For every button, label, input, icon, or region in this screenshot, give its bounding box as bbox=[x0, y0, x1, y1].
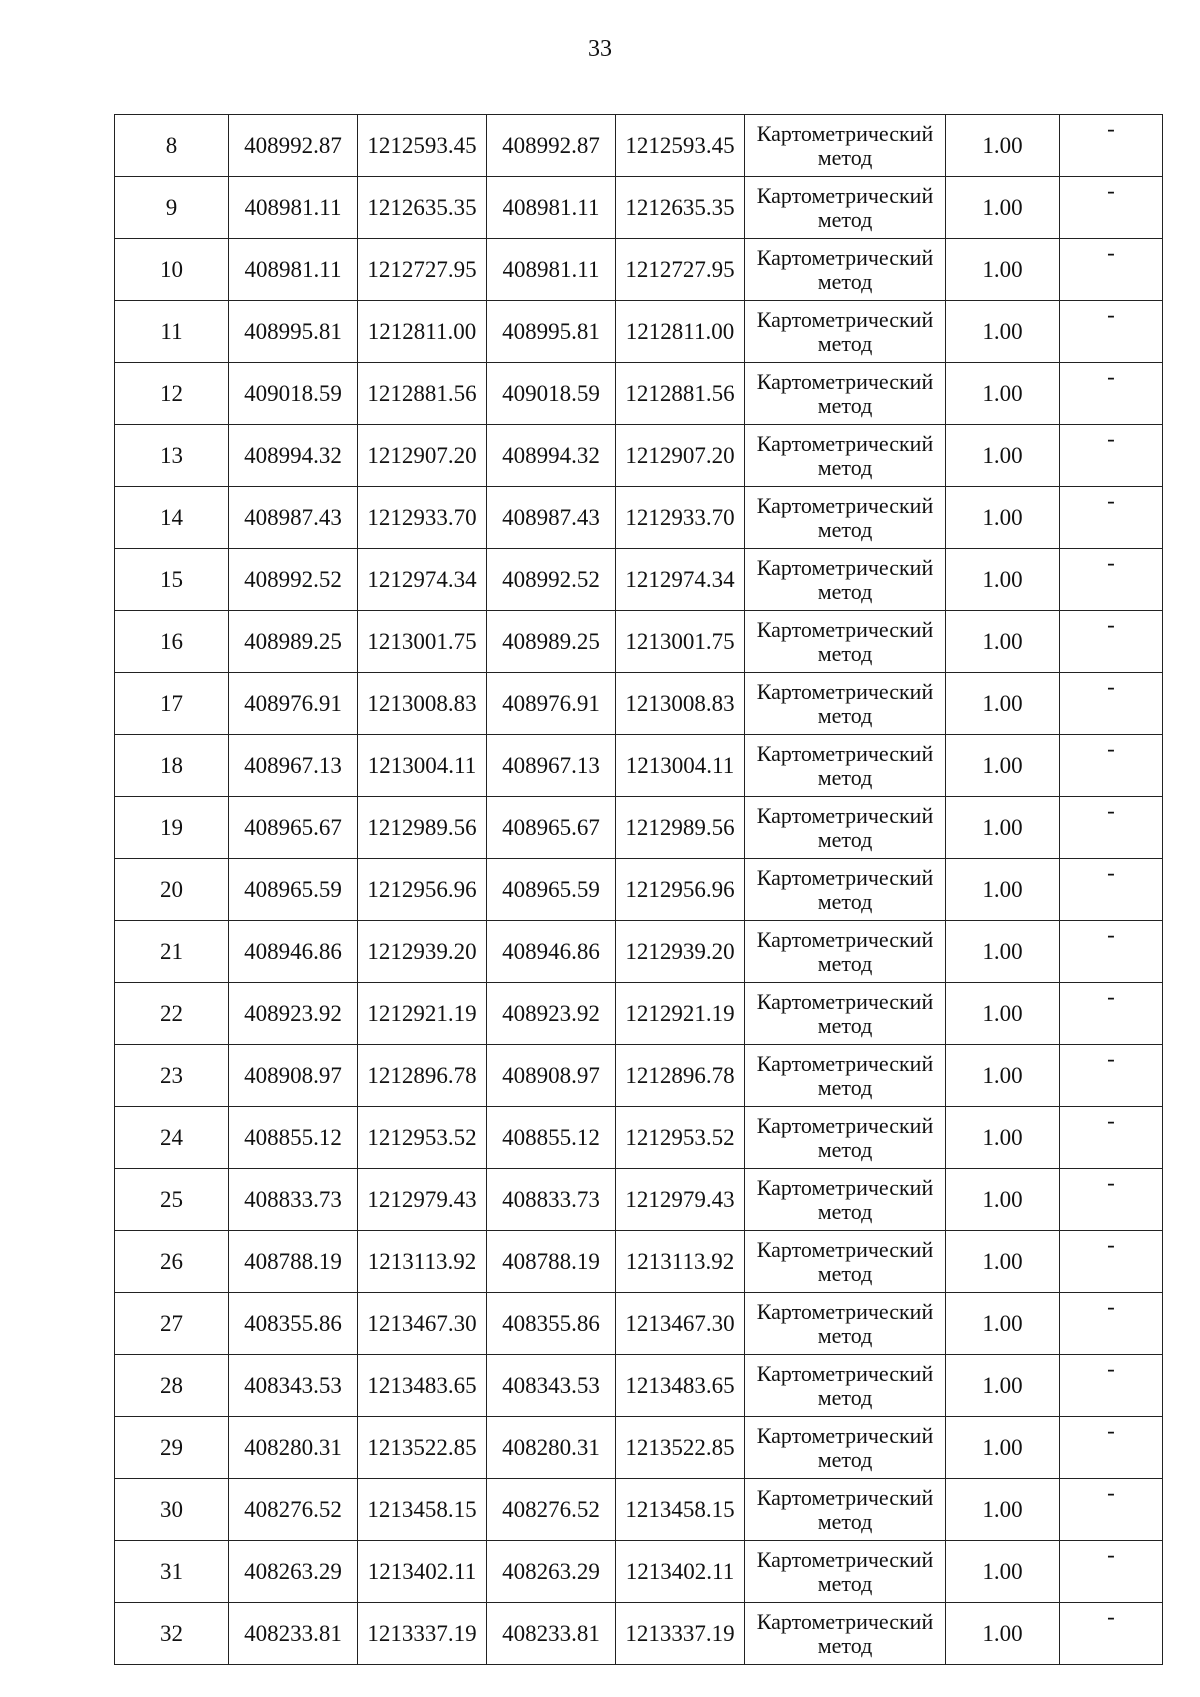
table-row bbox=[115, 1045, 1163, 1107]
table-row bbox=[115, 1479, 1163, 1541]
y-coordinate-cell: 1212896.78 bbox=[616, 1045, 745, 1107]
accuracy-cell: 1.00 bbox=[946, 1355, 1060, 1417]
accuracy-cell: 1.00 bbox=[946, 1417, 1060, 1479]
table-row bbox=[115, 549, 1163, 611]
method-label-line1: Картометрический bbox=[756, 988, 934, 1014]
x-coordinate-cell: 408967.13 bbox=[487, 735, 616, 797]
y-coordinate-cell: 1212979.43 bbox=[358, 1169, 487, 1231]
y-coordinate-cell: 1213113.92 bbox=[616, 1231, 745, 1293]
method-label-line1: Картометрический bbox=[756, 368, 934, 394]
y-coordinate-cell: 1212881.56 bbox=[358, 363, 487, 425]
y-coordinate-cell: 1213001.75 bbox=[358, 611, 487, 673]
x-coordinate-cell: 408987.43 bbox=[487, 487, 616, 549]
method-cell bbox=[745, 1293, 946, 1355]
y-coordinate-cell: 1213483.65 bbox=[358, 1355, 487, 1417]
table-row bbox=[115, 859, 1163, 921]
x-coordinate-cell: 408263.29 bbox=[229, 1541, 358, 1603]
method-label-line1: Картометрический bbox=[756, 1112, 934, 1138]
method-label-line2: метод bbox=[817, 950, 873, 976]
y-coordinate-cell: 1213467.30 bbox=[358, 1293, 487, 1355]
y-coordinate-cell: 1212896.78 bbox=[358, 1045, 487, 1107]
accuracy-cell: 1.00 bbox=[946, 1045, 1060, 1107]
note-cell: - bbox=[1060, 1355, 1163, 1417]
y-coordinate-cell: 1213337.19 bbox=[616, 1603, 745, 1665]
note-cell: - bbox=[1060, 1479, 1163, 1541]
table-row bbox=[115, 797, 1163, 859]
method-label-line2: метод bbox=[817, 640, 873, 666]
point-number-cell: 8 bbox=[115, 115, 229, 177]
y-coordinate-cell: 1213004.11 bbox=[616, 735, 745, 797]
accuracy-cell: 1.00 bbox=[946, 177, 1060, 239]
x-coordinate-cell: 408263.29 bbox=[487, 1541, 616, 1603]
y-coordinate-cell: 1212979.43 bbox=[616, 1169, 745, 1231]
method-cell bbox=[745, 425, 946, 487]
method-label-line2: метод bbox=[817, 888, 873, 914]
x-coordinate-cell: 408989.25 bbox=[487, 611, 616, 673]
method-cell bbox=[745, 549, 946, 611]
method-label-line2: метод bbox=[817, 764, 873, 790]
method-cell bbox=[745, 177, 946, 239]
point-number-cell: 29 bbox=[115, 1417, 229, 1479]
method-cell bbox=[745, 1355, 946, 1417]
method-cell bbox=[745, 1479, 946, 1541]
method-label-line1: Картометрический bbox=[756, 1608, 934, 1634]
method-cell bbox=[745, 487, 946, 549]
method-label-line1: Картометрический bbox=[756, 1050, 934, 1076]
method-cell bbox=[745, 1169, 946, 1231]
accuracy-cell: 1.00 bbox=[946, 1479, 1060, 1541]
accuracy-cell: 1.00 bbox=[946, 487, 1060, 549]
y-coordinate-cell: 1212727.95 bbox=[358, 239, 487, 301]
method-cell bbox=[745, 301, 946, 363]
x-coordinate-cell: 408994.32 bbox=[487, 425, 616, 487]
x-coordinate-cell: 408992.87 bbox=[487, 115, 616, 177]
method-label-line1: Картометрический bbox=[756, 740, 934, 766]
table-row bbox=[115, 1541, 1163, 1603]
y-coordinate-cell: 1212933.70 bbox=[358, 487, 487, 549]
method-label-line2: метод bbox=[817, 1632, 873, 1658]
y-coordinate-cell: 1213113.92 bbox=[358, 1231, 487, 1293]
method-cell bbox=[745, 115, 946, 177]
x-coordinate-cell: 408946.86 bbox=[229, 921, 358, 983]
accuracy-cell: 1.00 bbox=[946, 1231, 1060, 1293]
x-coordinate-cell: 408788.19 bbox=[229, 1231, 358, 1293]
y-coordinate-cell: 1212989.56 bbox=[358, 797, 487, 859]
x-coordinate-cell: 408981.11 bbox=[229, 239, 358, 301]
note-cell: - bbox=[1060, 425, 1163, 487]
x-coordinate-cell: 408946.86 bbox=[487, 921, 616, 983]
x-coordinate-cell: 408976.91 bbox=[229, 673, 358, 735]
y-coordinate-cell: 1213467.30 bbox=[616, 1293, 745, 1355]
method-label-line1: Картометрический bbox=[756, 616, 934, 642]
x-coordinate-cell: 408995.81 bbox=[487, 301, 616, 363]
y-coordinate-cell: 1212921.19 bbox=[616, 983, 745, 1045]
method-cell bbox=[745, 1603, 946, 1665]
point-number-cell: 15 bbox=[115, 549, 229, 611]
method-cell bbox=[745, 921, 946, 983]
y-coordinate-cell: 1212907.20 bbox=[358, 425, 487, 487]
x-coordinate-cell: 408276.52 bbox=[487, 1479, 616, 1541]
method-cell bbox=[745, 239, 946, 301]
table-row bbox=[115, 1107, 1163, 1169]
x-coordinate-cell: 408343.53 bbox=[487, 1355, 616, 1417]
x-coordinate-cell: 408994.32 bbox=[229, 425, 358, 487]
method-label-line1: Картометрический bbox=[756, 678, 934, 704]
x-coordinate-cell: 408965.67 bbox=[229, 797, 358, 859]
y-coordinate-cell: 1212727.95 bbox=[616, 239, 745, 301]
y-coordinate-cell: 1213522.85 bbox=[616, 1417, 745, 1479]
table-row bbox=[115, 611, 1163, 673]
note-cell: - bbox=[1060, 673, 1163, 735]
x-coordinate-cell: 408355.86 bbox=[229, 1293, 358, 1355]
x-coordinate-cell: 408276.52 bbox=[229, 1479, 358, 1541]
note-cell: - bbox=[1060, 859, 1163, 921]
x-coordinate-cell: 408855.12 bbox=[487, 1107, 616, 1169]
note-cell: - bbox=[1060, 921, 1163, 983]
coordinates-table bbox=[114, 114, 1163, 1665]
y-coordinate-cell: 1212939.20 bbox=[616, 921, 745, 983]
point-number-cell: 14 bbox=[115, 487, 229, 549]
point-number-cell: 10 bbox=[115, 239, 229, 301]
y-coordinate-cell: 1213522.85 bbox=[358, 1417, 487, 1479]
x-coordinate-cell: 408989.25 bbox=[229, 611, 358, 673]
x-coordinate-cell: 408981.11 bbox=[487, 177, 616, 239]
y-coordinate-cell: 1213458.15 bbox=[616, 1479, 745, 1541]
method-cell bbox=[745, 735, 946, 797]
y-coordinate-cell: 1213402.11 bbox=[616, 1541, 745, 1603]
method-label-line1: Картометрический bbox=[756, 802, 934, 828]
method-label-line1: Картометрический bbox=[756, 926, 934, 952]
y-coordinate-cell: 1212635.35 bbox=[358, 177, 487, 239]
table-row bbox=[115, 363, 1163, 425]
note-cell: - bbox=[1060, 301, 1163, 363]
method-cell bbox=[745, 363, 946, 425]
point-number-cell: 23 bbox=[115, 1045, 229, 1107]
point-number-cell: 11 bbox=[115, 301, 229, 363]
note-cell: - bbox=[1060, 1045, 1163, 1107]
x-coordinate-cell: 408280.31 bbox=[487, 1417, 616, 1479]
note-cell: - bbox=[1060, 363, 1163, 425]
method-label-line2: метод bbox=[817, 1508, 873, 1534]
method-label-line2: метод bbox=[817, 268, 873, 294]
note-cell: - bbox=[1060, 1169, 1163, 1231]
y-coordinate-cell: 1212933.70 bbox=[616, 487, 745, 549]
x-coordinate-cell: 408965.59 bbox=[487, 859, 616, 921]
table-row bbox=[115, 983, 1163, 1045]
note-cell: - bbox=[1060, 549, 1163, 611]
method-cell bbox=[745, 1417, 946, 1479]
y-coordinate-cell: 1212956.96 bbox=[616, 859, 745, 921]
accuracy-cell: 1.00 bbox=[946, 1107, 1060, 1169]
note-cell: - bbox=[1060, 797, 1163, 859]
method-cell bbox=[745, 1541, 946, 1603]
x-coordinate-cell: 408833.73 bbox=[229, 1169, 358, 1231]
note-cell: - bbox=[1060, 1603, 1163, 1665]
method-label-line2: метод bbox=[817, 330, 873, 356]
method-cell bbox=[745, 797, 946, 859]
method-cell bbox=[745, 859, 946, 921]
method-label-line1: Картометрический bbox=[756, 554, 934, 580]
method-label-line1: Картометрический bbox=[756, 306, 934, 332]
y-coordinate-cell: 1212921.19 bbox=[358, 983, 487, 1045]
table-row bbox=[115, 673, 1163, 735]
y-coordinate-cell: 1212956.96 bbox=[358, 859, 487, 921]
x-coordinate-cell: 408981.11 bbox=[229, 177, 358, 239]
y-coordinate-cell: 1213008.83 bbox=[616, 673, 745, 735]
y-coordinate-cell: 1212593.45 bbox=[358, 115, 487, 177]
method-label-line1: Картометрический bbox=[756, 1360, 934, 1386]
y-coordinate-cell: 1212881.56 bbox=[616, 363, 745, 425]
method-label-line1: Картометрический bbox=[756, 430, 934, 456]
method-cell bbox=[745, 673, 946, 735]
table-row bbox=[115, 1293, 1163, 1355]
point-number-cell: 26 bbox=[115, 1231, 229, 1293]
table-row bbox=[115, 177, 1163, 239]
y-coordinate-cell: 1213008.83 bbox=[358, 673, 487, 735]
note-cell: - bbox=[1060, 239, 1163, 301]
method-label-line2: метод bbox=[817, 578, 873, 604]
accuracy-cell: 1.00 bbox=[946, 301, 1060, 363]
method-label-line1: Картометрический bbox=[756, 1298, 934, 1324]
y-coordinate-cell: 1212939.20 bbox=[358, 921, 487, 983]
method-label-line2: метод bbox=[817, 206, 873, 232]
method-cell bbox=[745, 1231, 946, 1293]
point-number-cell: 13 bbox=[115, 425, 229, 487]
table-row bbox=[115, 1603, 1163, 1665]
x-coordinate-cell: 408908.97 bbox=[229, 1045, 358, 1107]
point-number-cell: 16 bbox=[115, 611, 229, 673]
method-label-line2: метод bbox=[817, 702, 873, 728]
method-label-line2: метод bbox=[817, 144, 873, 170]
point-number-cell: 9 bbox=[115, 177, 229, 239]
method-label-line1: Картометрический bbox=[756, 182, 934, 208]
method-label-line2: метод bbox=[817, 826, 873, 852]
method-label-line1: Картометрический bbox=[756, 1174, 934, 1200]
accuracy-cell: 1.00 bbox=[946, 797, 1060, 859]
point-number-cell: 21 bbox=[115, 921, 229, 983]
x-coordinate-cell: 408355.86 bbox=[487, 1293, 616, 1355]
x-coordinate-cell: 408992.52 bbox=[229, 549, 358, 611]
accuracy-cell: 1.00 bbox=[946, 1293, 1060, 1355]
method-label-line1: Картометрический bbox=[756, 864, 934, 890]
x-coordinate-cell: 408923.92 bbox=[229, 983, 358, 1045]
note-cell: - bbox=[1060, 115, 1163, 177]
table-row bbox=[115, 487, 1163, 549]
method-label-line2: метод bbox=[817, 1570, 873, 1596]
table-row bbox=[115, 425, 1163, 487]
y-coordinate-cell: 1213483.65 bbox=[616, 1355, 745, 1417]
accuracy-cell: 1.00 bbox=[946, 859, 1060, 921]
x-coordinate-cell: 408280.31 bbox=[229, 1417, 358, 1479]
y-coordinate-cell: 1212635.35 bbox=[616, 177, 745, 239]
method-label-line2: метод bbox=[817, 392, 873, 418]
point-number-cell: 27 bbox=[115, 1293, 229, 1355]
note-cell: - bbox=[1060, 177, 1163, 239]
method-label-line2: метод bbox=[817, 1198, 873, 1224]
table-body bbox=[115, 115, 1163, 1665]
page-number: 33 bbox=[588, 36, 612, 62]
accuracy-cell: 1.00 bbox=[946, 363, 1060, 425]
x-coordinate-cell: 408995.81 bbox=[229, 301, 358, 363]
x-coordinate-cell: 408981.11 bbox=[487, 239, 616, 301]
y-coordinate-cell: 1212907.20 bbox=[616, 425, 745, 487]
y-coordinate-cell: 1212811.00 bbox=[358, 301, 487, 363]
table-row bbox=[115, 1355, 1163, 1417]
x-coordinate-cell: 408855.12 bbox=[229, 1107, 358, 1169]
method-cell bbox=[745, 1107, 946, 1169]
x-coordinate-cell: 408976.91 bbox=[487, 673, 616, 735]
x-coordinate-cell: 408987.43 bbox=[229, 487, 358, 549]
table-row bbox=[115, 1417, 1163, 1479]
point-number-cell: 25 bbox=[115, 1169, 229, 1231]
x-coordinate-cell: 409018.59 bbox=[229, 363, 358, 425]
x-coordinate-cell: 408233.81 bbox=[229, 1603, 358, 1665]
accuracy-cell: 1.00 bbox=[946, 735, 1060, 797]
note-cell: - bbox=[1060, 1107, 1163, 1169]
point-number-cell: 28 bbox=[115, 1355, 229, 1417]
method-label-line2: метод bbox=[817, 1136, 873, 1162]
y-coordinate-cell: 1213337.19 bbox=[358, 1603, 487, 1665]
y-coordinate-cell: 1212974.34 bbox=[358, 549, 487, 611]
x-coordinate-cell: 408233.81 bbox=[487, 1603, 616, 1665]
table-row bbox=[115, 921, 1163, 983]
table-row bbox=[115, 1231, 1163, 1293]
method-cell bbox=[745, 1045, 946, 1107]
accuracy-cell: 1.00 bbox=[946, 921, 1060, 983]
point-number-cell: 17 bbox=[115, 673, 229, 735]
point-number-cell: 32 bbox=[115, 1603, 229, 1665]
y-coordinate-cell: 1213004.11 bbox=[358, 735, 487, 797]
method-label-line1: Картометрический bbox=[756, 1236, 934, 1262]
y-coordinate-cell: 1212989.56 bbox=[616, 797, 745, 859]
method-label-line1: Картометрический bbox=[756, 1546, 934, 1572]
accuracy-cell: 1.00 bbox=[946, 239, 1060, 301]
table-row bbox=[115, 1169, 1163, 1231]
method-cell bbox=[745, 611, 946, 673]
method-label-line1: Картометрический bbox=[756, 120, 934, 146]
method-label-line2: метод bbox=[817, 1012, 873, 1038]
note-cell: - bbox=[1060, 1541, 1163, 1603]
method-cell bbox=[745, 983, 946, 1045]
table-row bbox=[115, 239, 1163, 301]
x-coordinate-cell: 408965.67 bbox=[487, 797, 616, 859]
y-coordinate-cell: 1213001.75 bbox=[616, 611, 745, 673]
accuracy-cell: 1.00 bbox=[946, 1169, 1060, 1231]
accuracy-cell: 1.00 bbox=[946, 611, 1060, 673]
x-coordinate-cell: 408965.59 bbox=[229, 859, 358, 921]
accuracy-cell: 1.00 bbox=[946, 1603, 1060, 1665]
y-coordinate-cell: 1212593.45 bbox=[616, 115, 745, 177]
method-label-line2: метод bbox=[817, 1446, 873, 1472]
y-coordinate-cell: 1212974.34 bbox=[616, 549, 745, 611]
x-coordinate-cell: 408833.73 bbox=[487, 1169, 616, 1231]
y-coordinate-cell: 1212811.00 bbox=[616, 301, 745, 363]
accuracy-cell: 1.00 bbox=[946, 673, 1060, 735]
point-number-cell: 30 bbox=[115, 1479, 229, 1541]
note-cell: - bbox=[1060, 1231, 1163, 1293]
method-label-line1: Картометрический bbox=[756, 244, 934, 270]
note-cell: - bbox=[1060, 983, 1163, 1045]
note-cell: - bbox=[1060, 611, 1163, 673]
table-row bbox=[115, 735, 1163, 797]
method-label-line2: метод bbox=[817, 1260, 873, 1286]
method-label-line2: метод bbox=[817, 454, 873, 480]
note-cell: - bbox=[1060, 1293, 1163, 1355]
accuracy-cell: 1.00 bbox=[946, 549, 1060, 611]
x-coordinate-cell: 408923.92 bbox=[487, 983, 616, 1045]
method-label-line2: метод bbox=[817, 1322, 873, 1348]
method-label-line1: Картометрический bbox=[756, 1422, 934, 1448]
note-cell: - bbox=[1060, 487, 1163, 549]
note-cell: - bbox=[1060, 1417, 1163, 1479]
y-coordinate-cell: 1213458.15 bbox=[358, 1479, 487, 1541]
method-label-line2: метод bbox=[817, 516, 873, 542]
y-coordinate-cell: 1212953.52 bbox=[358, 1107, 487, 1169]
x-coordinate-cell: 408343.53 bbox=[229, 1355, 358, 1417]
x-coordinate-cell: 408908.97 bbox=[487, 1045, 616, 1107]
x-coordinate-cell: 408788.19 bbox=[487, 1231, 616, 1293]
x-coordinate-cell: 408992.52 bbox=[487, 549, 616, 611]
accuracy-cell: 1.00 bbox=[946, 425, 1060, 487]
point-number-cell: 20 bbox=[115, 859, 229, 921]
point-number-cell: 31 bbox=[115, 1541, 229, 1603]
method-label-line1: Картометрический bbox=[756, 1484, 934, 1510]
point-number-cell: 18 bbox=[115, 735, 229, 797]
x-coordinate-cell: 408992.87 bbox=[229, 115, 358, 177]
method-label-line2: метод bbox=[817, 1074, 873, 1100]
x-coordinate-cell: 408967.13 bbox=[229, 735, 358, 797]
y-coordinate-cell: 1212953.52 bbox=[616, 1107, 745, 1169]
method-label-line1: Картометрический bbox=[756, 492, 934, 518]
accuracy-cell: 1.00 bbox=[946, 1541, 1060, 1603]
point-number-cell: 22 bbox=[115, 983, 229, 1045]
accuracy-cell: 1.00 bbox=[946, 115, 1060, 177]
accuracy-cell: 1.00 bbox=[946, 983, 1060, 1045]
method-label-line2: метод bbox=[817, 1384, 873, 1410]
note-cell: - bbox=[1060, 735, 1163, 797]
table-row bbox=[115, 115, 1163, 177]
point-number-cell: 24 bbox=[115, 1107, 229, 1169]
point-number-cell: 19 bbox=[115, 797, 229, 859]
point-number-cell: 12 bbox=[115, 363, 229, 425]
table-row bbox=[115, 301, 1163, 363]
x-coordinate-cell: 409018.59 bbox=[487, 363, 616, 425]
y-coordinate-cell: 1213402.11 bbox=[358, 1541, 487, 1603]
